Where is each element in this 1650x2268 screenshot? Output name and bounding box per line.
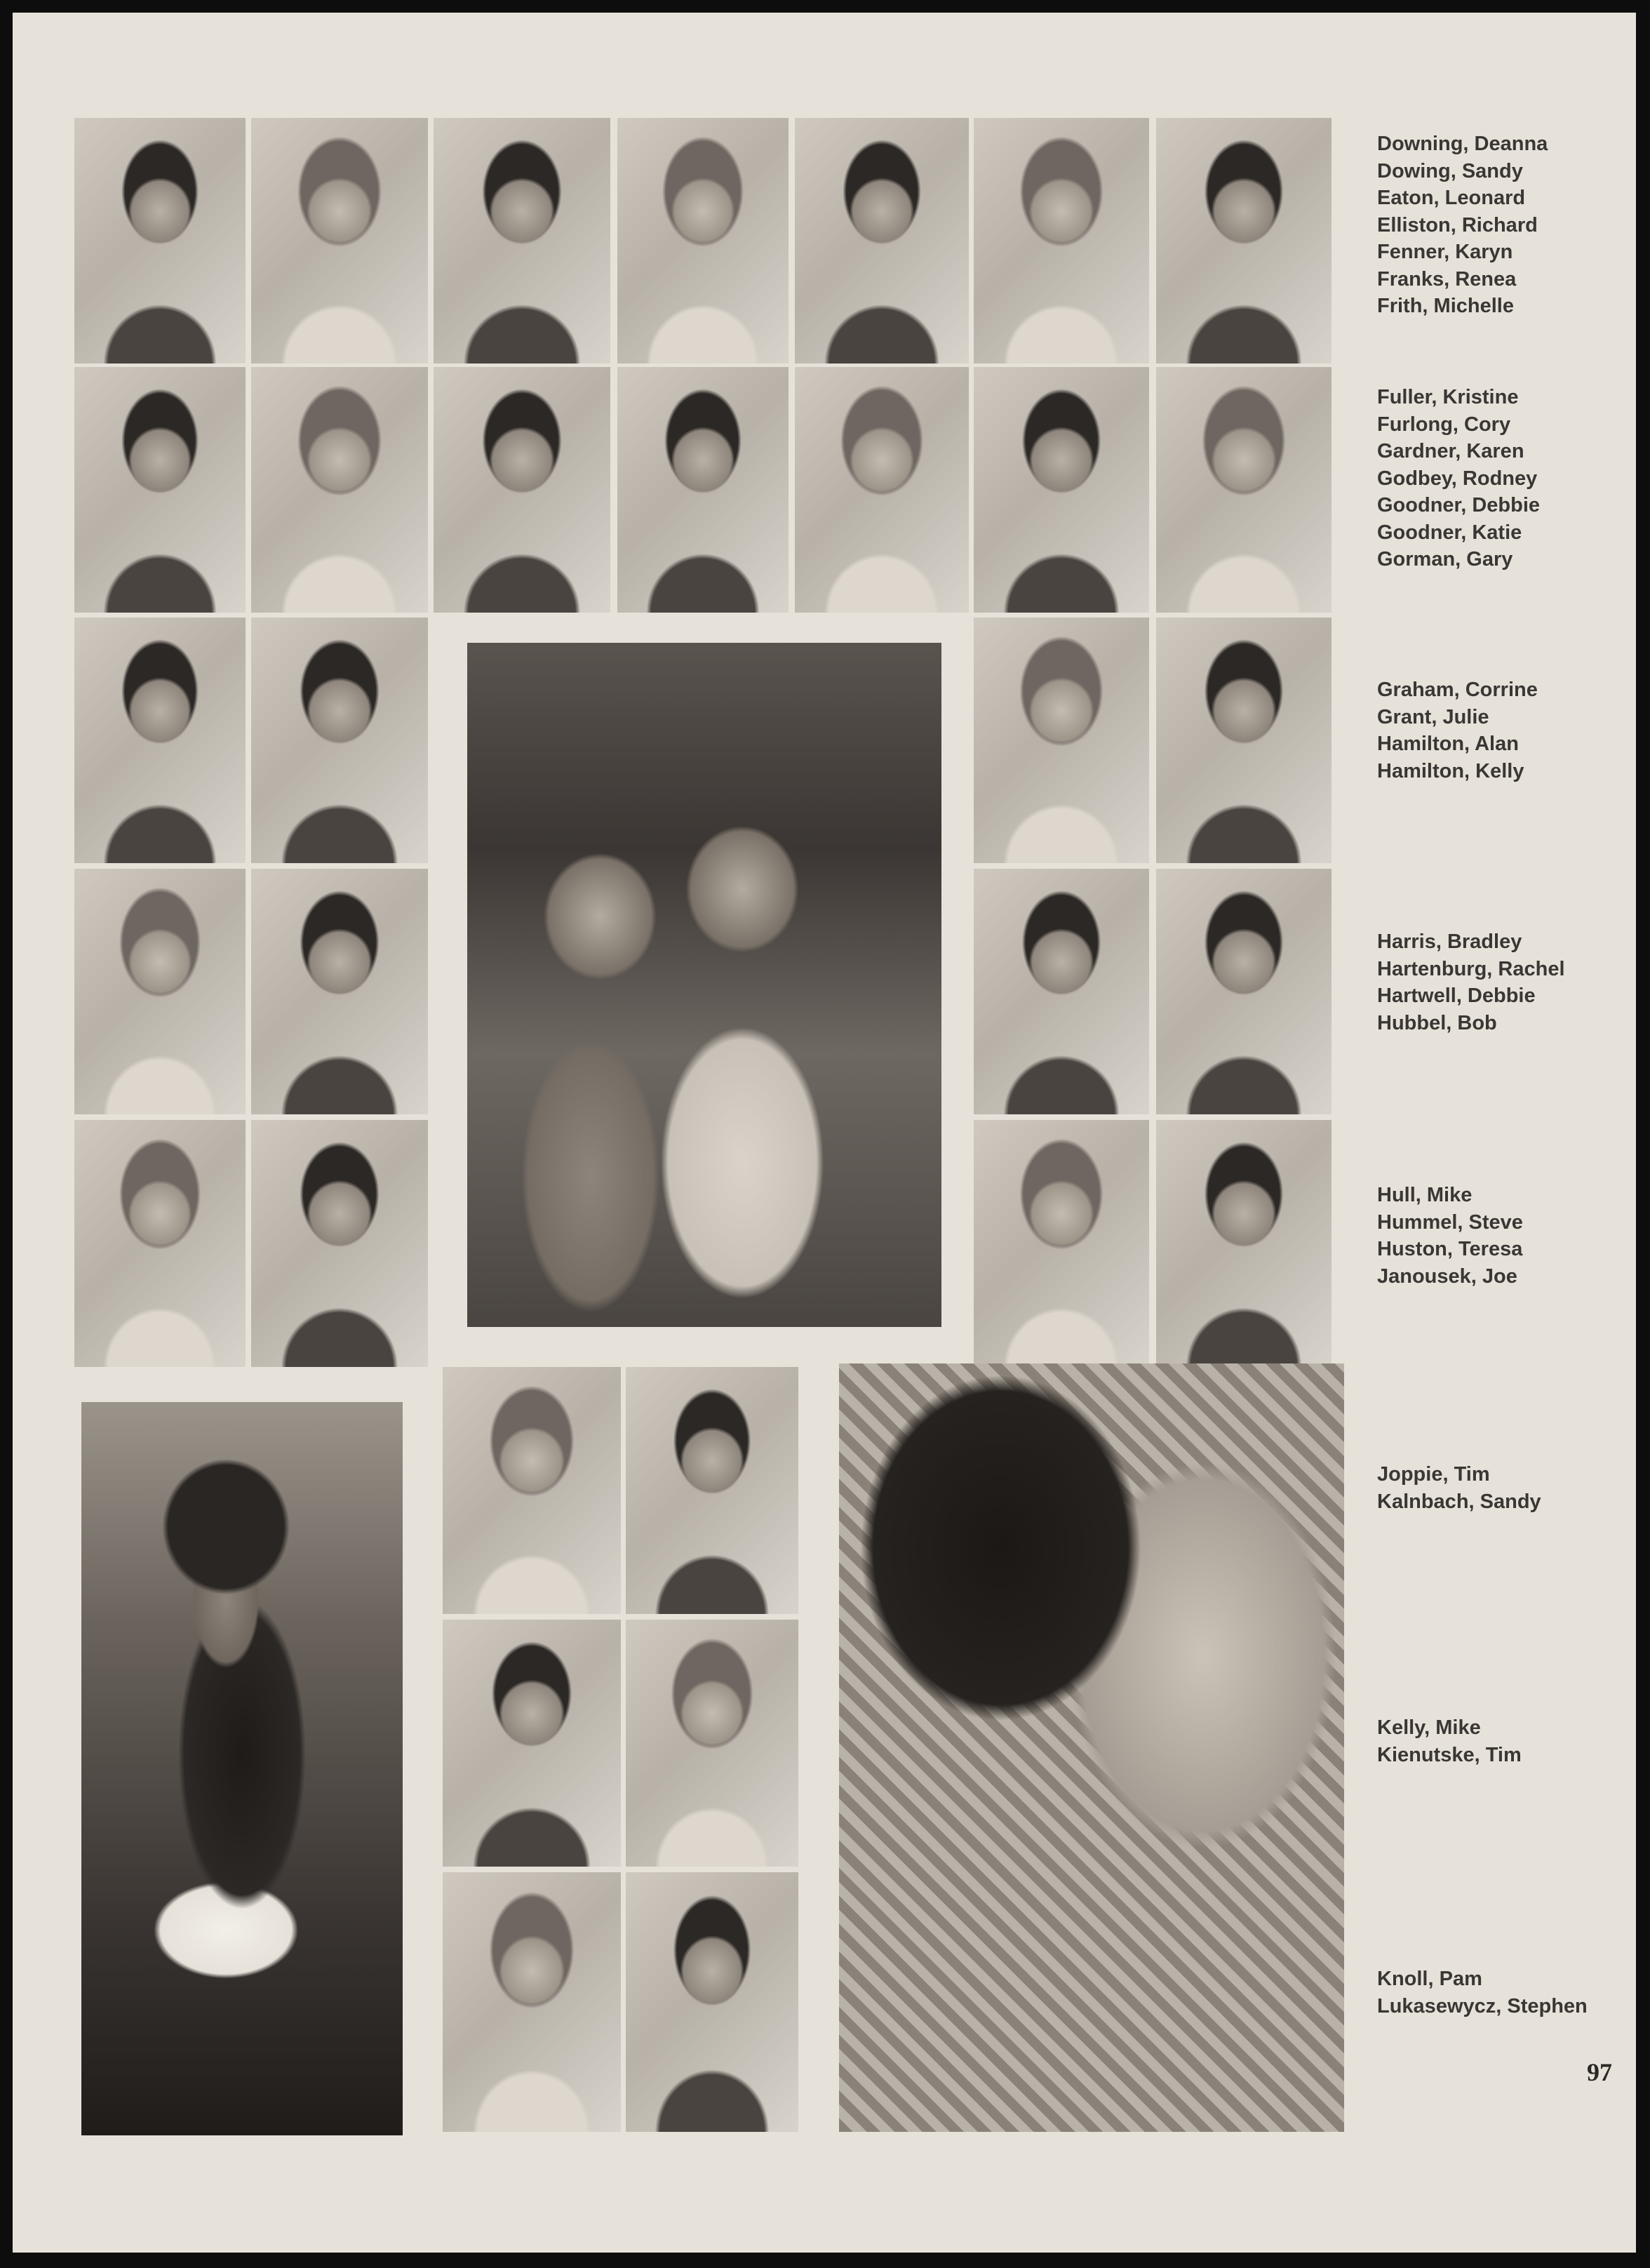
student-name: Lukasewycz, Stephen bbox=[1377, 1994, 1588, 2017]
student-name: Hamilton, Alan bbox=[1377, 733, 1519, 755]
portrait-photo bbox=[974, 618, 1149, 863]
student-name: Fenner, Karyn bbox=[1377, 241, 1513, 263]
portrait-photo bbox=[626, 1367, 798, 1614]
student-name: Eaton, Leonard bbox=[1377, 187, 1526, 209]
portrait-photo bbox=[626, 1872, 798, 2132]
student-name: Godbey, Rodney bbox=[1377, 467, 1538, 490]
student-name: Dowing, Sandy bbox=[1377, 159, 1523, 182]
portrait-photo bbox=[434, 367, 610, 613]
portrait-photo bbox=[795, 367, 969, 613]
portrait-photo bbox=[74, 869, 246, 1114]
portrait-photo bbox=[1156, 869, 1332, 1114]
candid-photo-student-reading bbox=[81, 1402, 403, 2135]
student-name: Kalnbach, Sandy bbox=[1377, 1490, 1541, 1513]
student-name: Goodner, Debbie bbox=[1377, 494, 1541, 516]
student-name: Goodner, Katie bbox=[1377, 521, 1522, 544]
student-name: Graham, Corrine bbox=[1377, 679, 1538, 701]
portrait-photo bbox=[974, 118, 1149, 363]
candid-photo-two-students bbox=[467, 643, 941, 1327]
student-name: Furlong, Cory bbox=[1377, 413, 1511, 436]
portrait-photo bbox=[74, 118, 246, 363]
portrait-photo bbox=[251, 1120, 428, 1367]
student-name: Hull, Mike bbox=[1377, 1184, 1473, 1206]
student-name: Huston, Teresa bbox=[1377, 1238, 1523, 1260]
name-list bbox=[1377, 1966, 1588, 2020]
name-list bbox=[1377, 1182, 1523, 1290]
student-name: Hartwell, Debbie bbox=[1377, 985, 1536, 1007]
student-name: Hubbel, Bob bbox=[1377, 1011, 1497, 1034]
name-list bbox=[1377, 1461, 1541, 1515]
student-name: Grant, Julie bbox=[1377, 705, 1489, 728]
portrait-photo bbox=[251, 367, 428, 613]
student-name: Elliston, Richard bbox=[1377, 213, 1538, 236]
portrait-photo bbox=[1156, 1120, 1332, 1367]
portrait-photo bbox=[251, 869, 428, 1114]
student-name: Downing, Deanna bbox=[1377, 133, 1548, 155]
student-name: Franks, Renea bbox=[1377, 267, 1517, 291]
portrait-photo bbox=[74, 367, 246, 613]
student-name: Janousek, Joe bbox=[1377, 1265, 1517, 1288]
portrait-photo bbox=[434, 118, 610, 363]
portrait-photo bbox=[251, 118, 428, 363]
portrait-photo bbox=[74, 618, 246, 863]
yearbook-page bbox=[13, 13, 1636, 2253]
candid-photo-smiling-closeup bbox=[839, 1363, 1344, 2132]
portrait-photo bbox=[74, 1120, 246, 1367]
student-name: Hamilton, Kelly bbox=[1377, 759, 1524, 782]
student-name: Kienutske, Tim bbox=[1377, 1743, 1522, 1766]
portrait-photo bbox=[617, 118, 789, 363]
name-list bbox=[1377, 1714, 1522, 1768]
portrait-photo bbox=[1156, 618, 1332, 863]
portrait-photo bbox=[626, 1620, 798, 1867]
student-name: Hartenburg, Rachel bbox=[1377, 957, 1565, 980]
name-list bbox=[1377, 384, 1540, 573]
portrait-photo bbox=[443, 1620, 621, 1867]
portrait-photo bbox=[617, 367, 789, 613]
portrait-photo bbox=[795, 118, 969, 363]
student-name: Frith, Michelle bbox=[1377, 295, 1514, 317]
student-name: Gorman, Gary bbox=[1377, 548, 1513, 571]
portrait-photo bbox=[251, 618, 428, 863]
student-name: Fuller, Kristine bbox=[1377, 386, 1519, 408]
portrait-photo bbox=[974, 367, 1149, 613]
student-name: Knoll, Pam bbox=[1377, 1968, 1482, 1990]
name-list bbox=[1377, 928, 1565, 1036]
name-list bbox=[1377, 131, 1548, 320]
student-name: Kelly, Mike bbox=[1377, 1716, 1481, 1739]
student-name: Joppie, Tim bbox=[1377, 1463, 1490, 1486]
student-name: Harris, Bradley bbox=[1377, 930, 1522, 953]
page-number: 97 bbox=[1587, 2058, 1612, 2086]
portrait-photo bbox=[443, 1367, 621, 1614]
portrait-photo bbox=[1156, 118, 1332, 363]
portrait-photo bbox=[974, 1120, 1149, 1367]
portrait-photo bbox=[974, 869, 1149, 1114]
portrait-photo bbox=[1156, 367, 1332, 613]
student-name: Hummel, Steve bbox=[1377, 1210, 1523, 1234]
student-name: Gardner, Karen bbox=[1377, 440, 1524, 462]
portrait-photo bbox=[443, 1872, 621, 2132]
name-list bbox=[1377, 676, 1538, 785]
